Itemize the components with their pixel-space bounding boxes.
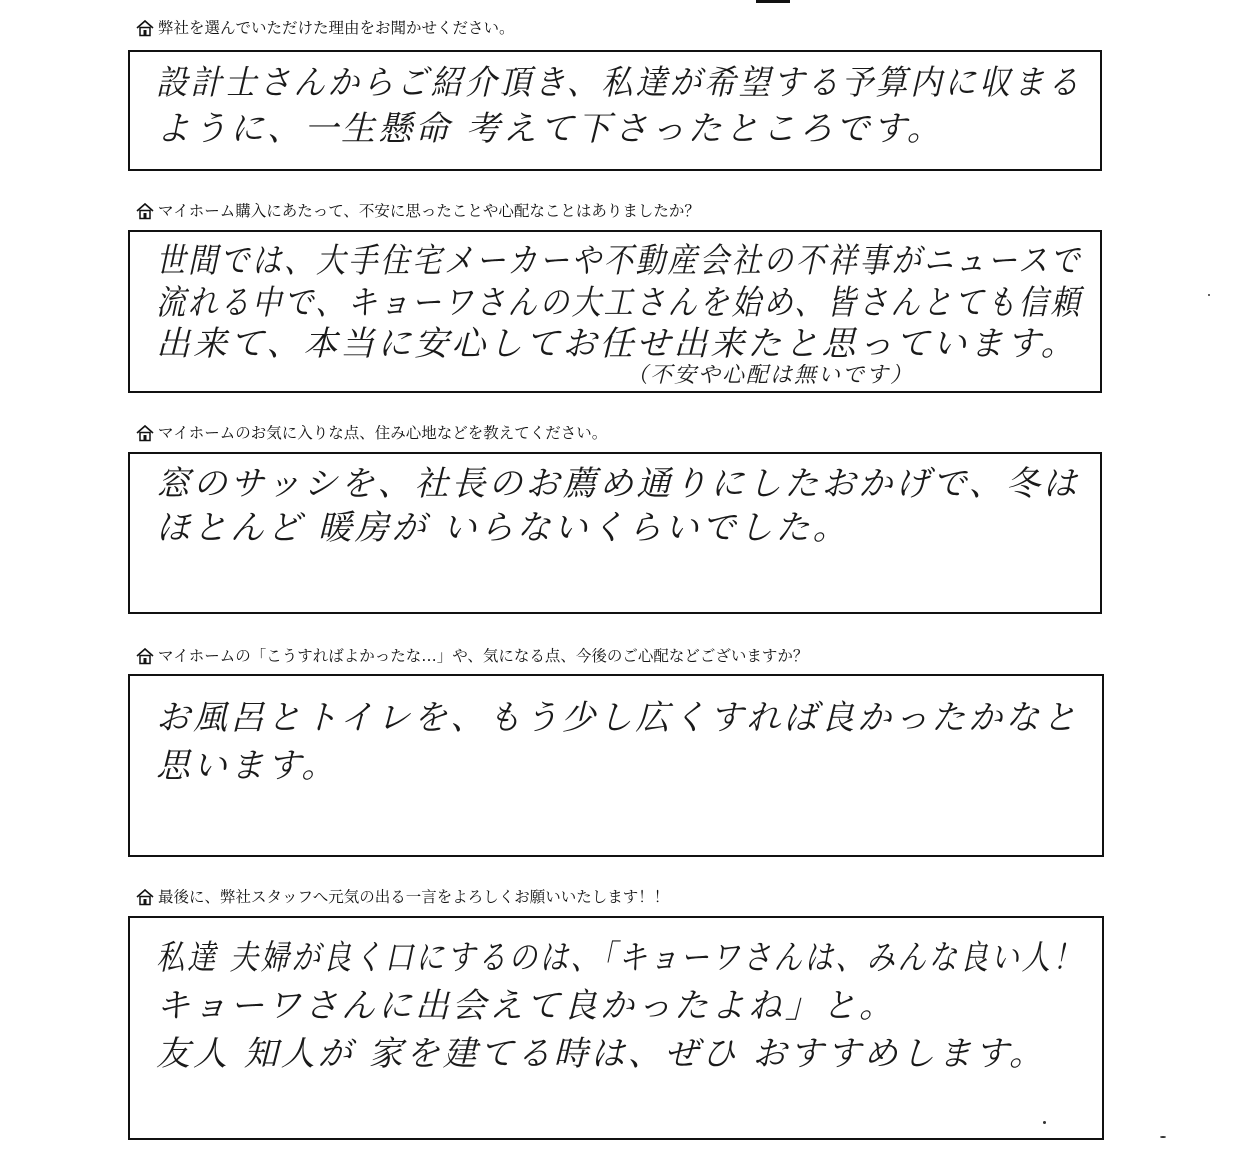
answer-line: 友人 知人が 家を建てる時は、ぜひ おすすめします。 (156, 1034, 1047, 1074)
question-text: 最後に、弊社スタッフへ元気の出る一言をよろしくお願いいたします！！ (158, 888, 670, 906)
answer-line: ほとんど 暖房が いらないくらいでした。 (156, 508, 850, 548)
question-text: マイホーム購入にあたって、不安に思ったことや心配なことはありましたか？ (158, 202, 700, 220)
answer-line: お風呂とトイレを、もう少し広くすれば良かったかなと (156, 698, 1080, 738)
answer-line: ように、一生懸命 考えて下さったところです。 (156, 109, 944, 149)
answer-line: 流れる中で、キョーワさんの大工さんを始め、皆さんとても信頼 (156, 283, 1083, 323)
answer-line: キョーワさんに出会えて良かったよね」と。 (156, 986, 896, 1026)
question-label (136, 886, 669, 908)
house-icon (136, 202, 154, 220)
answer-note: （不安や心配は無いです） (626, 364, 915, 388)
answer-text (156, 240, 1082, 388)
question-label (136, 645, 808, 667)
question-text: 弊社を選んでいただけた理由をお聞かせください。 (158, 19, 515, 37)
house-icon (136, 19, 154, 37)
scan-speck (1208, 294, 1210, 296)
answer-line: 出来て、本当に安心してお任せ出来たと思っています。 (156, 324, 1078, 364)
question-text: マイホームの「こうすればよかったな…」や、気になる点、今後のご心配などございますか？ (158, 647, 809, 665)
question-label (136, 17, 515, 39)
house-icon (136, 888, 154, 906)
answer-text (156, 694, 1084, 790)
answer-text (156, 462, 1082, 550)
answer-box (128, 230, 1102, 393)
question-label (136, 200, 700, 222)
answer-box (128, 452, 1102, 614)
answer-line: 私達 夫婦が良く口にするのは、「キョーワさんは、みんな良い人！ (156, 938, 1084, 978)
answer-line: 思います。 (156, 746, 339, 786)
scan-mark (756, 0, 790, 3)
answer-line: 世間では、大手住宅メーカーや不動産会社の不祥事がニュースで (156, 241, 1083, 281)
question-label (136, 422, 607, 444)
answer-line: 設計士さんからご紹介頂き、私達が希望する予算内に収まる (156, 63, 1082, 103)
answer-box (128, 50, 1102, 171)
answer-text (156, 60, 1082, 152)
answer-box (128, 916, 1104, 1140)
answer-line: 窓のサッシを、社長のお薦め通りにしたおかげで、冬は (156, 464, 1080, 504)
answer-text (156, 934, 1084, 1078)
scan-speck (1043, 1121, 1046, 1124)
question-text: マイホームのお気に入りな点、住み心地などを教えてください。 (158, 424, 608, 442)
scan-speck (1160, 1136, 1166, 1138)
house-icon (136, 424, 154, 442)
answer-box (128, 674, 1104, 857)
house-icon (136, 647, 154, 665)
